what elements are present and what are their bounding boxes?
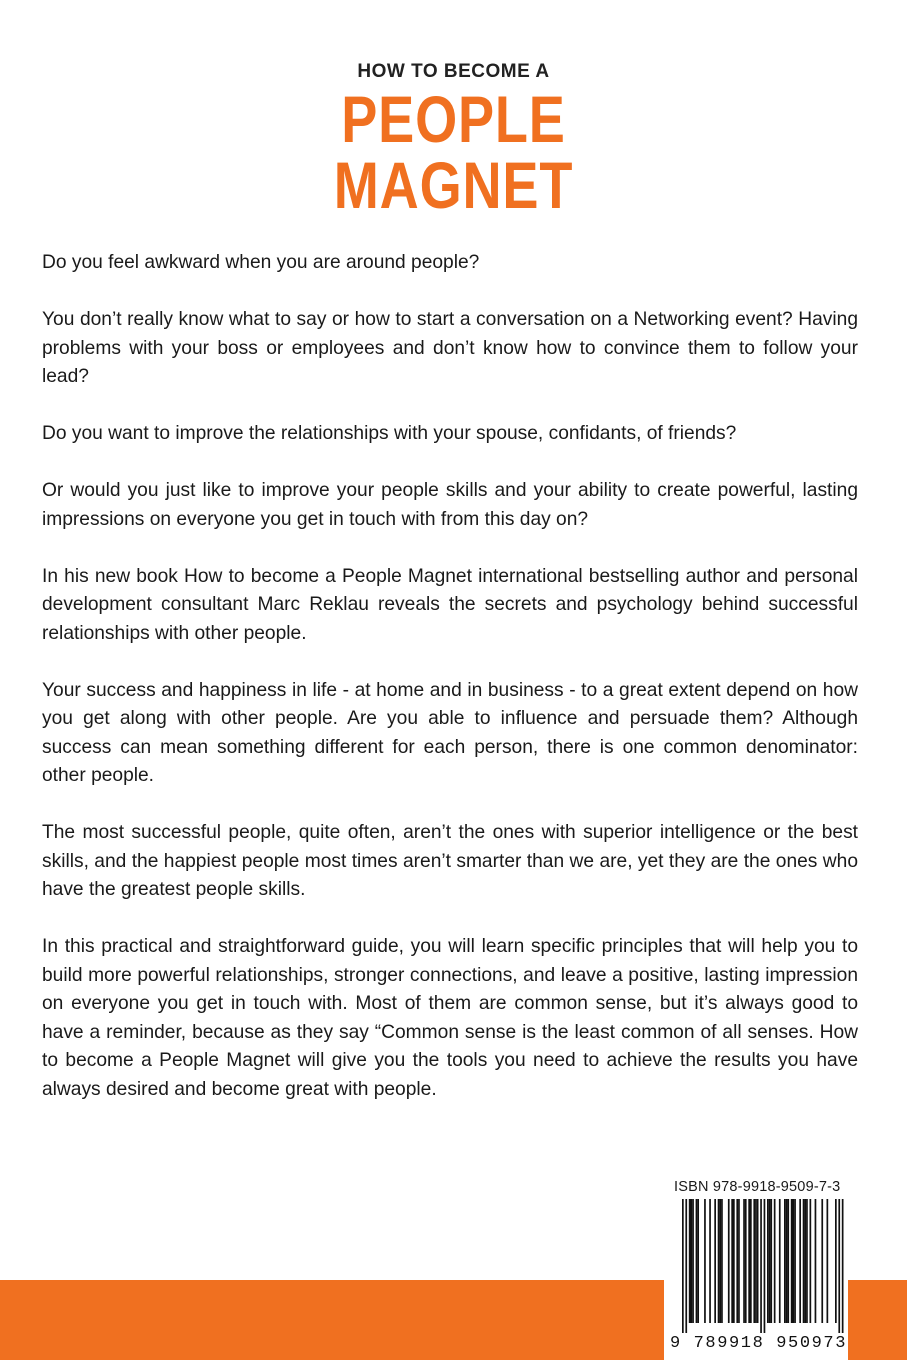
barcode-bar <box>794 1199 796 1323</box>
barcode-bar <box>815 1199 817 1323</box>
barcode-bar <box>760 1199 762 1333</box>
barcode-bar <box>685 1199 687 1333</box>
barcode-bar <box>691 1199 693 1323</box>
barcode-bar <box>774 1199 776 1323</box>
paragraph: Do you feel awkward when you are around people? <box>42 252 480 273</box>
barcode-bar <box>714 1199 716 1323</box>
paragraph: Your success and happiness in life - at home and in business - to a great extent depend on how you get along with other people. Are you able to influence and persuade them? Although success can mean something different for each person, there is one common denominator: other people. <box>42 679 858 786</box>
barcode-bar <box>803 1199 805 1323</box>
barcode-bar <box>770 1199 772 1323</box>
title-word-magnet: MAGNET <box>333 148 574 222</box>
barcode-bar <box>736 1199 738 1323</box>
barcode-bar <box>810 1199 812 1323</box>
paragraph: In his new book How to become a People Magnet international bestselling author and personal development consultant Marc Reklau reveals the secrets and psychology behind successful relationships with other people. <box>42 565 858 644</box>
barcode-bar <box>757 1199 759 1323</box>
barcode-bar <box>779 1199 781 1323</box>
barcode-bar <box>799 1199 801 1323</box>
paragraph: The most successful people, quite often, aren’t the ones with superior intelligence or the best skills, and the happiest people most times aren’t smarter than we are, yet they are the ones who have the greatest people skills. <box>42 822 858 900</box>
barcode-bar <box>764 1199 766 1333</box>
barcode-bar <box>704 1199 706 1323</box>
barcode-bar <box>743 1199 745 1323</box>
barcode-bar <box>786 1199 788 1323</box>
paragraph: Or would you just like to improve your people skills and your ability to create powerful, lasting impressions on everyone you get in touch with from this day on? <box>42 480 858 530</box>
barcode-bar <box>728 1199 730 1323</box>
barcode-bar <box>821 1199 823 1323</box>
paragraph: You don’t really know what to say or how to start a conversation on a Networking event? Having problems with your boss or employees and don’t know how to convince them to follow your lead? <box>42 309 858 387</box>
barcode-image <box>664 1197 848 1335</box>
barcode-bar <box>787 1199 789 1323</box>
blurb-text <box>42 249 858 1133</box>
barcode-bar <box>838 1199 840 1333</box>
barcode-bar <box>784 1199 786 1323</box>
barcode-bar <box>719 1199 721 1323</box>
barcode-bar <box>718 1199 720 1323</box>
barcode-digits: 9 789918 950973 <box>670 1334 848 1353</box>
barcode-bar <box>745 1199 747 1323</box>
cover-title <box>0 60 907 222</box>
barcode-bar <box>804 1199 806 1323</box>
paragraph: Do you want to improve the relationships with your spouse, confidants, of friends? <box>42 423 737 444</box>
barcode-bar <box>692 1199 694 1323</box>
barcode-bar <box>748 1199 750 1323</box>
barcode-bar <box>733 1199 735 1323</box>
barcode-bar <box>738 1199 740 1323</box>
barcode-bar <box>769 1199 771 1323</box>
barcode-bar <box>791 1199 793 1323</box>
barcode-bar <box>731 1199 733 1323</box>
barcode-bar <box>721 1199 723 1323</box>
paragraph: In this practical and straightforward guide, you will learn specific principles that will help you to build more powerful relationships, stronger connections, and leave a positive, lasting impression on everyone you get in touch with. Most of them are common sense, but it’s always good to have a reminder, because as they say “Common sense is the least common of all senses. How to become a People Magnet will give you the tools you need to achieve the results you have always desired and become great with people. <box>42 936 858 1100</box>
barcode-bar <box>835 1199 837 1323</box>
barcode-bar <box>753 1199 755 1323</box>
title-prefix: HOW TO BECOME A <box>357 61 550 82</box>
isbn-label: ISBN 978-9918-9509-7-3 <box>674 1179 841 1195</box>
barcode-bar <box>709 1199 711 1323</box>
barcode-bar <box>793 1199 795 1323</box>
barcode-bar <box>696 1199 698 1323</box>
barcode-bar <box>806 1199 808 1323</box>
title-word-people: PEOPLE <box>341 82 566 156</box>
barcode-bar <box>682 1199 684 1333</box>
barcode-bar <box>827 1199 829 1323</box>
barcode-bar <box>697 1199 699 1323</box>
barcode-bar <box>689 1199 691 1323</box>
barcode-bar <box>767 1199 769 1323</box>
barcode-bar <box>755 1199 757 1323</box>
barcode-bar <box>842 1199 844 1333</box>
barcode-bar <box>750 1199 752 1323</box>
